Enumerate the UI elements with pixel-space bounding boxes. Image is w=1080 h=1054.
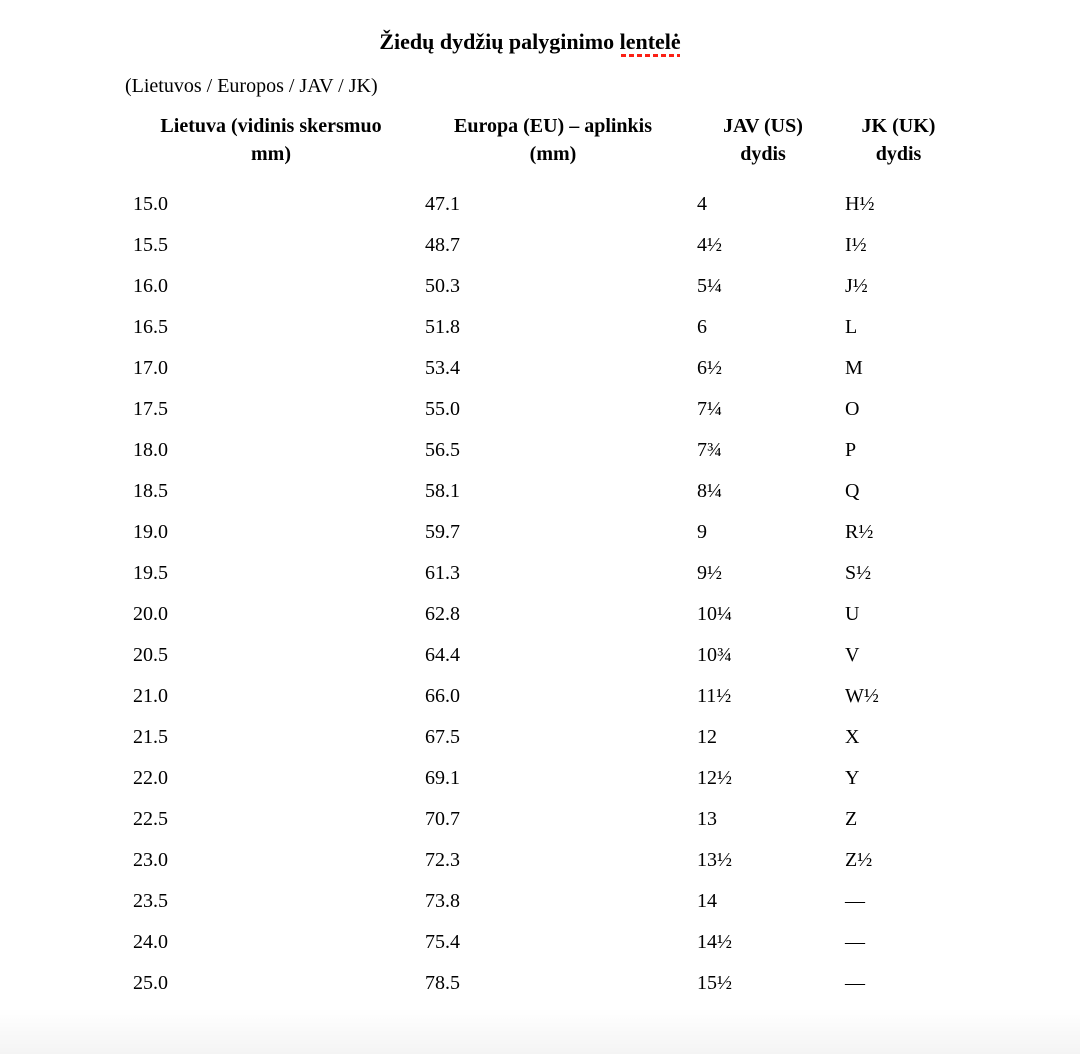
cell-eu-circumference-mm: 78.5 [425,972,460,994]
cell-uk-size: O [845,398,860,420]
cell-eu-circumference-mm: 64.4 [425,644,460,666]
column-header-eu-line1: Europa (EU) – aplinkis [453,115,653,137]
column-header-uk [837,112,960,184]
cell-uk-size: P [845,439,857,461]
table-row [125,184,960,225]
column-header-lt [125,112,417,184]
cell-lt-diameter-mm: 22.5 [133,808,168,830]
cell-uk-size: L [845,316,858,338]
cell-lt-diameter-mm: 21.5 [133,726,168,748]
misspelled-word[interactable]: lentelė [620,29,681,57]
column-header-us-line1: JAV (US) [723,115,803,137]
cell-us-size: 8¼ [697,480,722,502]
cell-eu-circumference-mm: 70.7 [425,808,460,830]
table-row [125,512,960,553]
cell-uk-size: — [845,890,865,912]
cell-uk-size: Y [845,767,860,789]
table-row [125,963,960,1004]
column-header-lt-line1: Lietuva (vidinis skersmuo [160,115,382,137]
table-row [125,635,960,676]
cell-us-size: 13½ [697,849,732,871]
cell-lt-diameter-mm: 15.0 [133,193,168,215]
table-row [125,430,960,471]
cell-eu-circumference-mm: 67.5 [425,726,460,748]
cell-lt-diameter-mm: 16.0 [133,275,168,297]
cell-uk-size: — [845,931,865,953]
table-row [125,553,960,594]
table-header-row [125,112,960,184]
table-row [125,471,960,512]
cell-eu-circumference-mm: 61.3 [425,562,460,584]
table-body [125,184,960,1004]
cell-eu-circumference-mm: 73.8 [425,890,460,912]
cell-uk-size: H½ [845,193,875,215]
cell-us-size: 9½ [697,562,722,584]
cell-uk-size: W½ [845,685,879,707]
cell-lt-diameter-mm: 23.5 [133,890,168,912]
cell-lt-diameter-mm: 21.0 [133,685,168,707]
cell-lt-diameter-mm: 17.0 [133,357,168,379]
cell-us-size: 12 [697,726,717,748]
cell-eu-circumference-mm: 51.8 [425,316,460,338]
cell-us-size: 13 [697,808,717,830]
cell-lt-diameter-mm: 17.5 [133,398,168,420]
cell-us-size: 10¼ [697,603,732,625]
cell-us-size: 6½ [697,357,722,379]
cell-uk-size: M [845,357,863,379]
cell-us-size: 14 [697,890,717,912]
cell-uk-size: Z½ [845,849,873,871]
cell-lt-diameter-mm: 16.5 [133,316,168,338]
cell-lt-diameter-mm: 24.0 [133,931,168,953]
cell-eu-circumference-mm: 75.4 [425,931,460,953]
cell-eu-circumference-mm: 47.1 [425,193,460,215]
cell-eu-circumference-mm: 62.8 [425,603,460,625]
cell-us-size: 6 [697,316,707,338]
cell-eu-circumference-mm: 59.7 [425,521,460,543]
table-row [125,881,960,922]
cell-uk-size: Z [845,808,858,830]
page-bottom-edge-shadow [0,1008,1080,1054]
cell-uk-size: V [845,644,860,666]
table-row [125,799,960,840]
cell-us-size: 9 [697,521,707,543]
cell-lt-diameter-mm: 25.0 [133,972,168,994]
column-header-eu [417,112,689,184]
cell-us-size: 4 [697,193,707,215]
cell-us-size: 14½ [697,931,732,953]
cell-eu-circumference-mm: 50.3 [425,275,460,297]
page-title-text: Žiedų dydžių palyginimo [379,29,620,54]
table-row [125,594,960,635]
column-header-eu-line2: (mm) [529,143,577,165]
cell-us-size: 5¼ [697,275,722,297]
table-row [125,840,960,881]
table-row [125,717,960,758]
cell-uk-size: U [845,603,860,625]
table-row [125,389,960,430]
page-subtitle: (Lietuvos / Europos / JAV / JK) [125,75,378,97]
table-row [125,225,960,266]
cell-eu-circumference-mm: 53.4 [425,357,460,379]
cell-us-size: 7¼ [697,398,722,420]
column-header-uk-line2: dydis [875,143,922,165]
cell-lt-diameter-mm: 22.0 [133,767,168,789]
column-header-us-line2: dydis [740,143,786,165]
cell-eu-circumference-mm: 58.1 [425,480,460,502]
column-header-lt-line2: mm) [251,143,291,165]
cell-eu-circumference-mm: 48.7 [425,234,460,256]
cell-us-size: 7¾ [697,439,722,461]
cell-us-size: 12½ [697,767,732,789]
cell-eu-circumference-mm: 72.3 [425,849,460,871]
table-row [125,758,960,799]
column-header-us [689,112,837,184]
cell-uk-size: R½ [845,521,874,543]
table-row [125,307,960,348]
table-row [125,922,960,963]
cell-lt-diameter-mm: 20.0 [133,603,168,625]
table-row [125,266,960,307]
table-row [125,348,960,389]
cell-us-size: 11½ [697,685,732,707]
cell-uk-size: — [845,972,865,994]
column-header-uk-line1: JK (UK) [861,115,936,137]
cell-lt-diameter-mm: 23.0 [133,849,168,871]
cell-uk-size: S½ [845,562,872,584]
ring-size-table [125,112,960,1004]
cell-eu-circumference-mm: 69.1 [425,767,460,789]
cell-lt-diameter-mm: 19.0 [133,521,168,543]
cell-lt-diameter-mm: 19.5 [133,562,168,584]
page-title [125,28,935,55]
cell-uk-size: I½ [845,234,867,256]
cell-eu-circumference-mm: 56.5 [425,439,460,461]
cell-us-size: 15½ [697,972,732,994]
cell-lt-diameter-mm: 20.5 [133,644,168,666]
table-row [125,676,960,717]
cell-lt-diameter-mm: 15.5 [133,234,168,256]
cell-uk-size: X [845,726,860,748]
cell-us-size: 10¾ [697,644,732,666]
cell-lt-diameter-mm: 18.5 [133,480,168,502]
cell-lt-diameter-mm: 18.0 [133,439,168,461]
cell-uk-size: J½ [845,275,868,297]
cell-uk-size: Q [845,480,860,502]
cell-eu-circumference-mm: 55.0 [425,398,460,420]
cell-us-size: 4½ [697,234,722,256]
cell-eu-circumference-mm: 66.0 [425,685,460,707]
